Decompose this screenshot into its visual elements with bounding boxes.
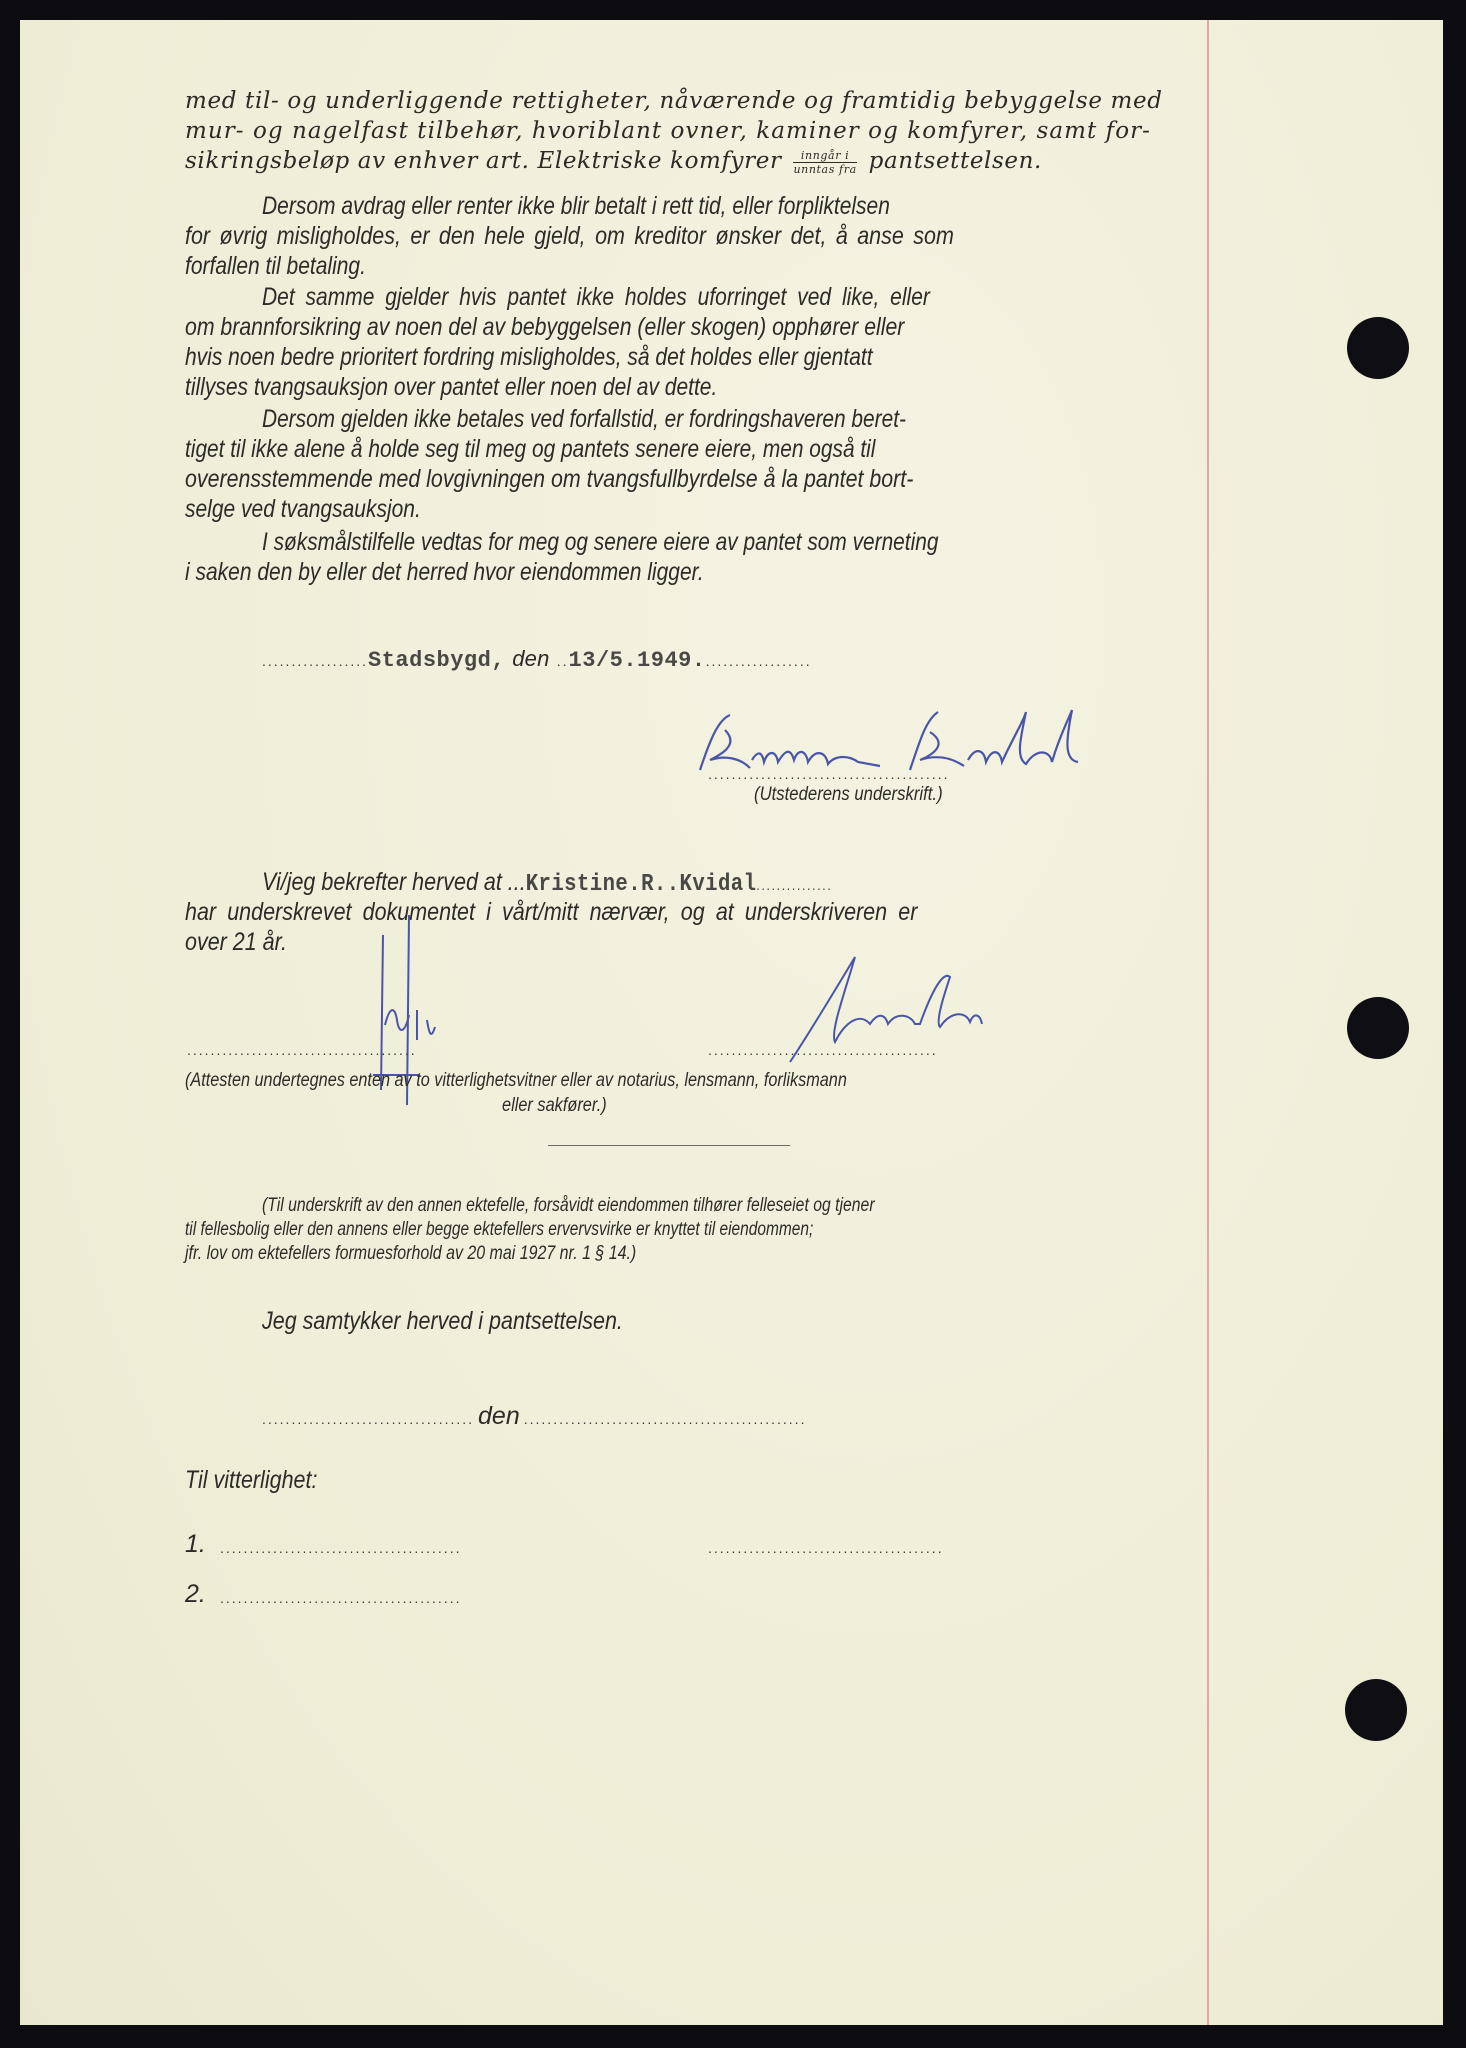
para5-line2: i saken den by eller det herred hvor eiendommen ligger. xyxy=(185,558,704,586)
date-leader-dots: .. xyxy=(556,653,569,669)
red-margin-line xyxy=(1207,20,1209,2025)
spouse-consent: Jeg samtykker herved i pantsettelsen. xyxy=(262,1307,623,1335)
punch-hole-1 xyxy=(1347,317,1409,379)
para3-line1: Det samme gjelder hvis pantet ikke holdes uforringet ved like, eller xyxy=(262,283,930,311)
place-name: Stadsbygd, xyxy=(368,648,506,673)
spouse-date-line xyxy=(262,1402,806,1431)
witness-item-1-number: 1. xyxy=(185,1530,206,1558)
para5-line1: I søksmålstilfelle vedtas for meg og senere eiere av pantet som verneting xyxy=(262,528,939,556)
fraction-top: inngår i xyxy=(793,149,856,163)
para4-line1: Dersom gjelden ikke betales ved forfallstid, er fordringshaveren beret- xyxy=(262,405,906,433)
para4-line2: tiget til ikke alene å holde seg til meg og pantets senere eiere, men også til xyxy=(185,435,876,463)
witness-heading: Til vitterlighet: xyxy=(185,1466,318,1494)
section-divider xyxy=(548,1145,790,1146)
spouse-place-dots: .................................... xyxy=(262,1411,475,1427)
date-trailer-dots: .................. xyxy=(705,653,812,669)
para1-line3 xyxy=(185,148,1042,176)
spouse-date-dots: ................................................ xyxy=(523,1411,807,1427)
punch-hole-2 xyxy=(1347,997,1409,1059)
place-date-line xyxy=(262,646,812,673)
para1-line1: med til- og underliggende rettigheter, nåværende og framtidig bebyggelse med xyxy=(185,88,1163,114)
attest-line1 xyxy=(262,868,832,898)
attest-line2: har underskrevet dokumentet i vårt/mitt nærvær, og at underskriveren er xyxy=(185,898,918,926)
spouse-note-line3: jfr. lov om ektefellers formuesforhold av 20 mai 1927 nr. 1 § 14.) xyxy=(185,1243,637,1264)
issuer-signature-dots: ......................................... xyxy=(708,766,950,782)
place-leader-dots: .................. xyxy=(262,653,369,669)
para2-line1: Dersom avdrag eller renter ikke blir betalt i rett tid, eller forpliktelsen xyxy=(262,192,890,220)
spouse-den-label: den xyxy=(478,1402,520,1430)
para3-line4: tillyses tvangsauksjon over pantet eller noen del av dette. xyxy=(185,373,718,401)
para3-line2: om brannforsikring av noen del av bebyggelsen (eller skogen) opphører eller xyxy=(185,313,905,341)
para2-line2: for øvrig misligholdes, er den hele gjeld, om kreditor ønsker det, å anse som xyxy=(185,222,954,250)
document-page xyxy=(20,20,1443,2025)
para4-line3: overensstemmende med lovgivningen om tvangsfullbyrdelse å la pantet bort- xyxy=(185,465,914,493)
witness-item-1-dots: ......................................... xyxy=(220,1540,462,1556)
para4-line4: selge ved tvangsauksjon. xyxy=(185,495,421,523)
punch-hole-3 xyxy=(1345,1679,1407,1741)
attest-note-line1: (Attesten undertegnes enten av to vitterlighetsvitner eller av notarius, lensmann, forliksmann xyxy=(185,1070,847,1091)
para1-line3-text: sikringsbeløp av enhver art. Elektriske komfyrer xyxy=(185,148,782,174)
fraction-bottom: unntas fra xyxy=(793,162,857,176)
attest-prefix: Vi/jeg bekrefter herved at ... xyxy=(262,868,526,896)
witness-item-2-number: 2. xyxy=(185,1580,206,1608)
date-value: 13/5.1949. xyxy=(568,648,706,673)
fraction-inngar-unntas xyxy=(793,149,856,176)
witness-1-dots: ....................................... xyxy=(187,1042,417,1058)
witness-2-dots: ....................................... xyxy=(708,1042,938,1058)
witness-item-2-dots: ......................................... xyxy=(220,1590,462,1606)
den-label: den xyxy=(512,646,550,671)
spouse-note-line1: (Til underskrift av den annen ektefelle, forsåvidt eiendommen tilhører felleseiet og tjener xyxy=(262,1195,875,1216)
issuer-signature-label: (Utstederens underskrift.) xyxy=(754,784,943,805)
para1-line3-end: pantsettelsen. xyxy=(868,148,1042,174)
attest-note-line2: eller sakfører.) xyxy=(502,1095,607,1116)
attest-trailer-dots: ............... xyxy=(756,877,833,893)
para1-line2: mur- og nagelfast tilbehør, hvoriblant ovner, kaminer og komfyrer, samt for- xyxy=(185,118,1151,144)
spouse-note-line2: til fellesbolig eller den annens eller begge ektefellers ervervsvirke er knyttet til eiendommen; xyxy=(185,1219,814,1240)
witness-item-1-dots-right: ........................................ xyxy=(708,1540,944,1556)
attest-signer-name: Kristine.R..Kvidal xyxy=(525,871,757,898)
para2-line3: forfallen til betaling. xyxy=(185,252,366,280)
para3-line3: hvis noen bedre prioritert fordring misligholdes, så det holdes eller gjentatt xyxy=(185,343,873,371)
attest-line3: over 21 år. xyxy=(185,928,287,956)
